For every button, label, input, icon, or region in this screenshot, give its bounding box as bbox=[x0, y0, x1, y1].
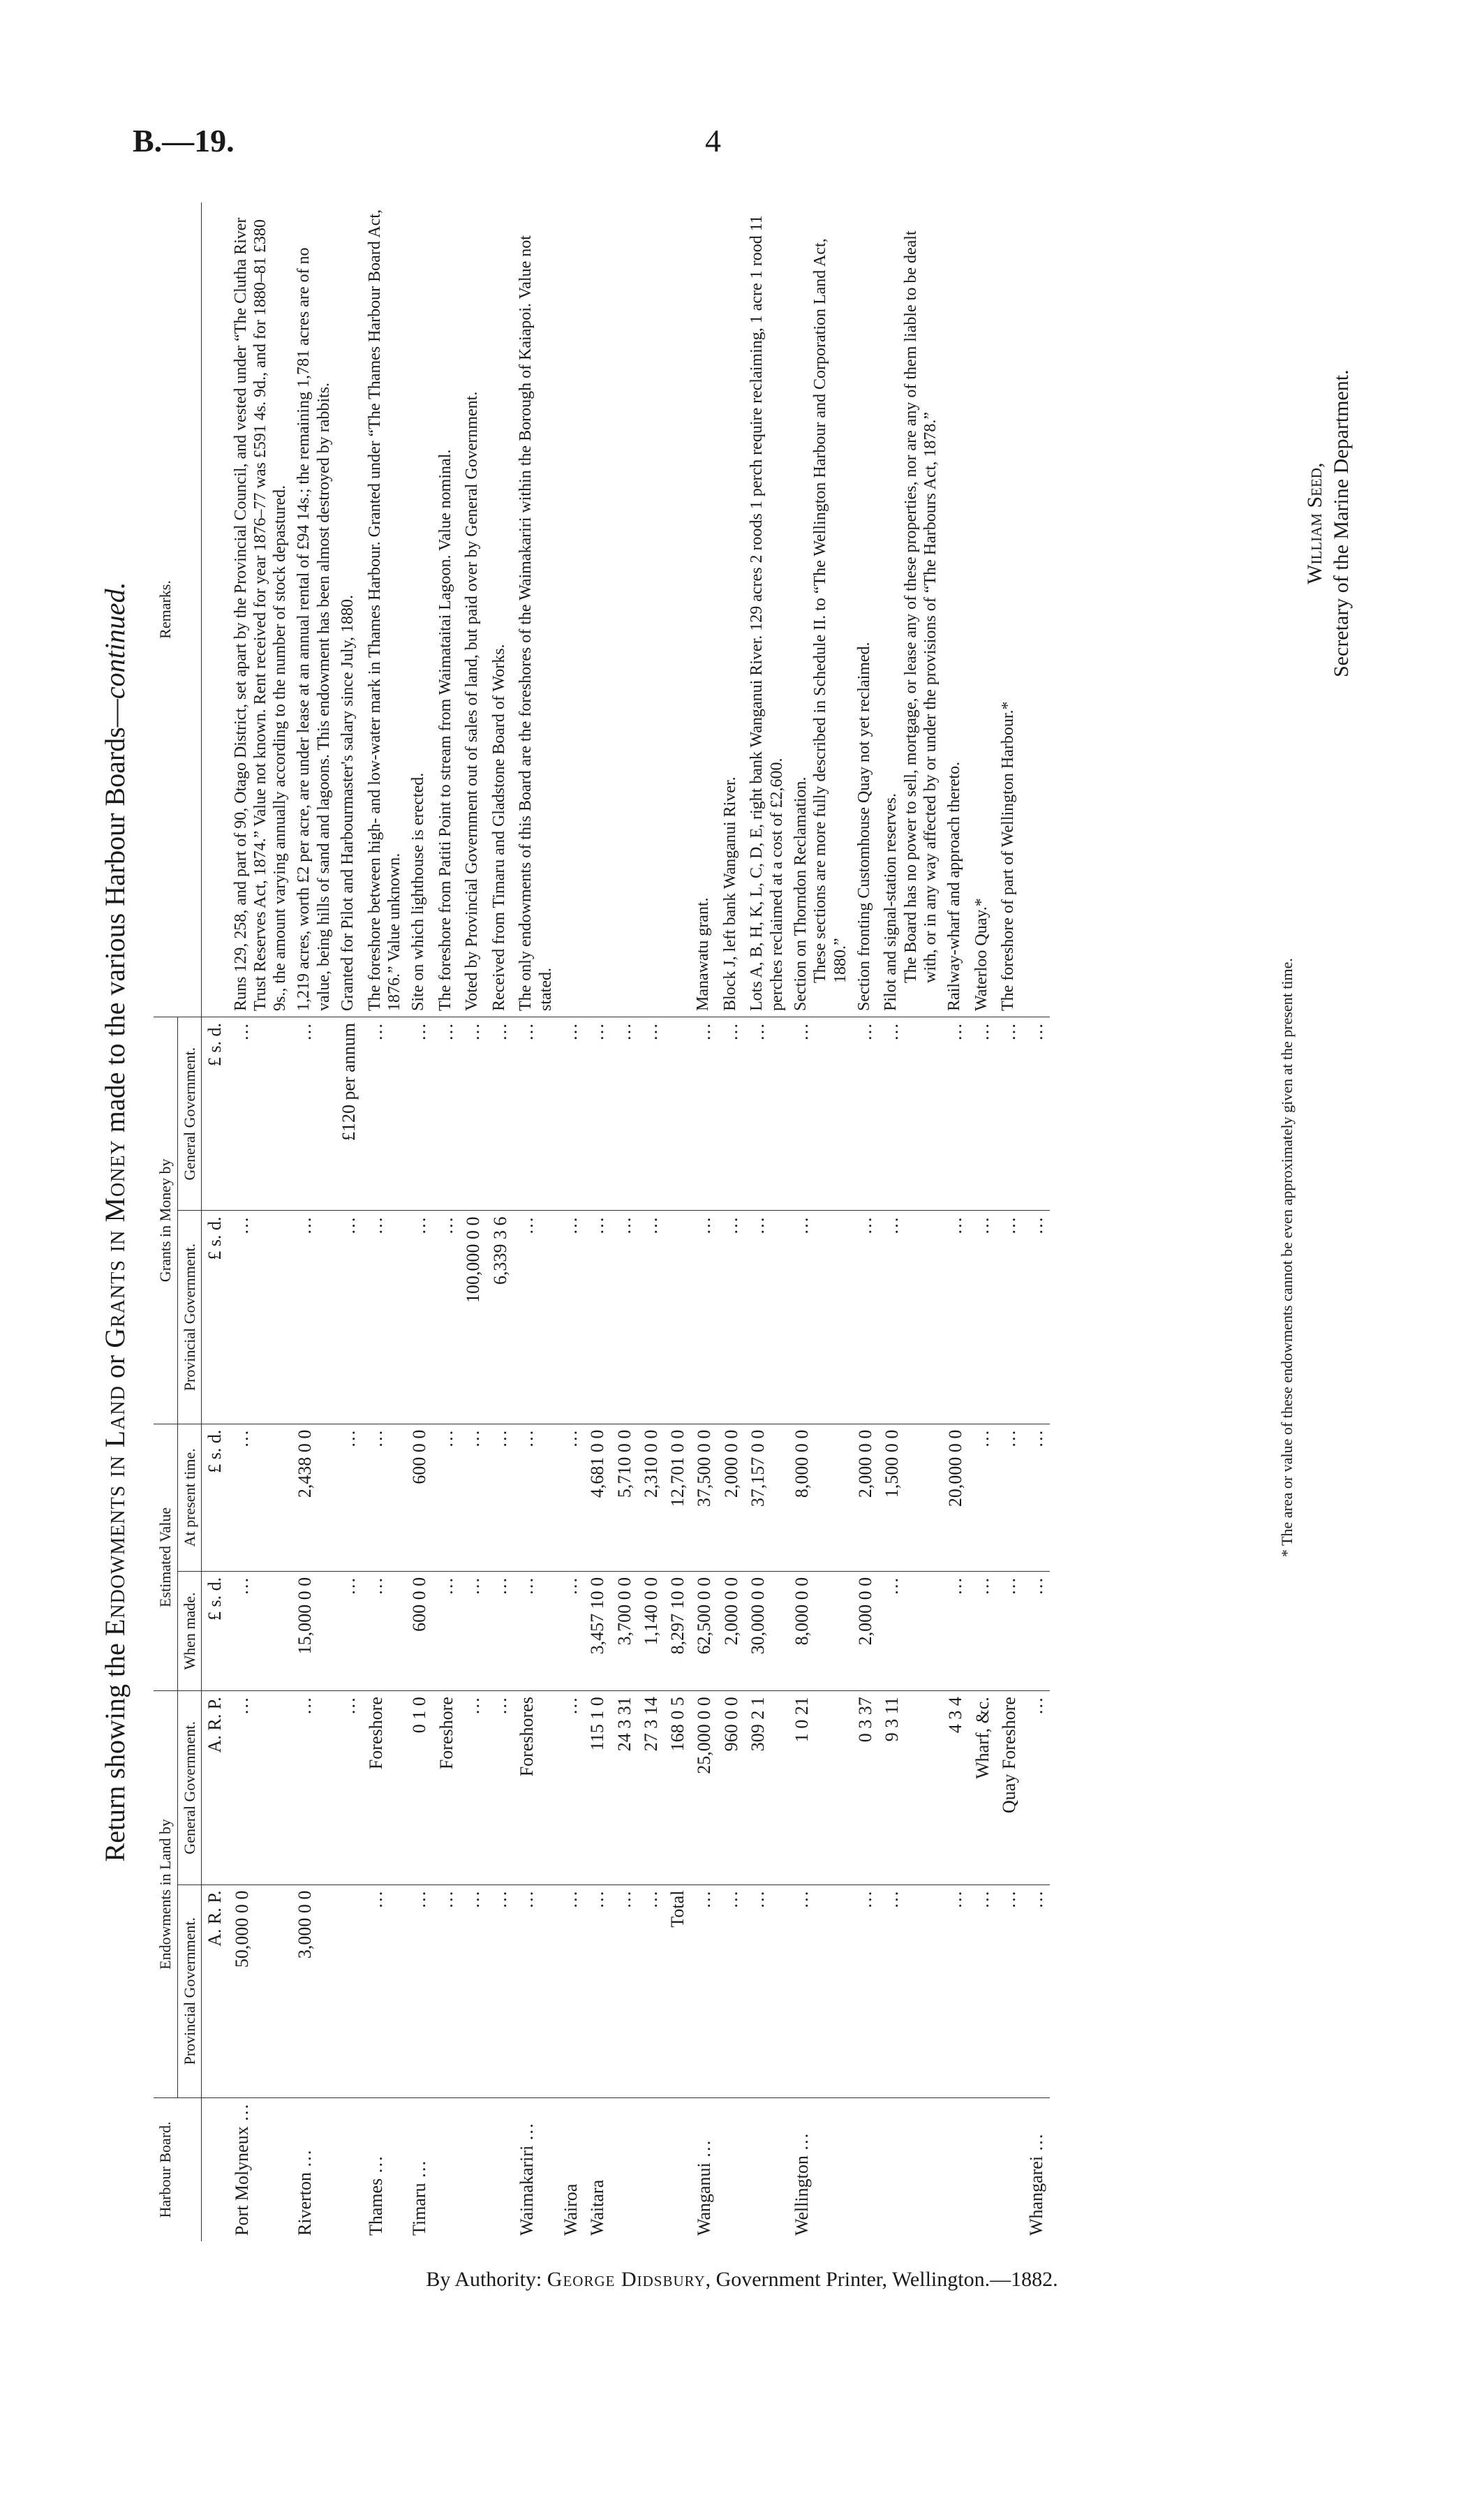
cell-board: Wanganui … bbox=[694, 2139, 715, 2236]
cell-present: 2,438 0 0 bbox=[292, 1424, 336, 1571]
th-ggen: General Government. bbox=[177, 1017, 202, 1211]
cell-when: … bbox=[558, 1571, 585, 1690]
cell-prov: … bbox=[638, 1885, 665, 2097]
cell-gprov: … bbox=[996, 1211, 1023, 1424]
cell-present: 2,000 0 0 bbox=[852, 1424, 880, 1571]
table-row bbox=[433, 202, 461, 2241]
cell-gprov: … bbox=[514, 1211, 558, 1424]
cell-present: … bbox=[229, 1424, 292, 1571]
cell-when: 3,700 0 0 bbox=[611, 1571, 639, 1690]
cell-ggen bbox=[665, 1017, 692, 1211]
cell-remarks: Received from Timaru and Gladstone Board of Works. bbox=[487, 202, 514, 1017]
cell-remarks: The foreshore from Patiti Point to stream from Waimataitai Lagoon. Value nominal. bbox=[433, 202, 461, 1017]
cell-when: 600 0 0 bbox=[406, 1571, 433, 1690]
cell-gprov: … bbox=[611, 1211, 639, 1424]
th-est: Estimated Value bbox=[154, 1424, 177, 1691]
cell-ggen: … bbox=[584, 1017, 611, 1211]
cell-board bbox=[996, 2097, 1023, 2241]
cell-ggen: … bbox=[942, 1017, 970, 1211]
rotated-return-table bbox=[98, 202, 1368, 2241]
cell-ggen: … bbox=[745, 1017, 789, 1211]
cell-prov: … bbox=[433, 1885, 461, 2097]
cell-gprov: … bbox=[638, 1211, 665, 1424]
cell-present: 4,681 0 0 bbox=[584, 1424, 611, 1571]
cell-remarks: The only endowments of this Board are the foreshores of the Waimakariri within the Borough of Kaiapoi. Value not stated. bbox=[514, 202, 558, 1017]
cell-board: Thames … bbox=[365, 2155, 386, 2236]
title-tail: made to the various Harbour Boards— bbox=[99, 699, 131, 1133]
cell-remarks: Railway-wharf and approach thereto. bbox=[942, 202, 970, 1017]
cell-prov bbox=[336, 1885, 363, 2097]
cell-remarks: 1,219 acres, worth £2 per acre, are under lease at an annual rental of £94 14s.; the remaining 1,781 acres are of no value, being hills of sand and lagoons. This endowment has been almost destroyed by rabbits. bbox=[292, 202, 336, 1017]
page-id: B.—19. bbox=[133, 123, 235, 158]
table-row bbox=[363, 202, 407, 2241]
table-row bbox=[229, 202, 292, 2241]
table-row bbox=[691, 202, 718, 2241]
cell-remarks bbox=[584, 202, 611, 1017]
cell-gprov: … bbox=[745, 1211, 789, 1424]
cell-present: … bbox=[487, 1424, 514, 1571]
table-row bbox=[942, 202, 970, 2241]
unit-arp-prov: A. R. P. bbox=[202, 1885, 229, 2097]
cell-when: 1,140 0 0 bbox=[638, 1571, 665, 1690]
cell-prov: 3,000 0 0 bbox=[292, 1885, 336, 2097]
cell-present: … bbox=[460, 1424, 487, 1571]
th-prov: Provincial Government. bbox=[177, 1885, 202, 2097]
cell-ggen: … bbox=[292, 1017, 336, 1211]
cell-prov: … bbox=[584, 1885, 611, 2097]
cell-when: … bbox=[460, 1571, 487, 1690]
cell-prov: … bbox=[852, 1885, 880, 2097]
cell-ggen: £120 per annum bbox=[336, 1017, 363, 1211]
cell-board bbox=[665, 2097, 692, 2241]
cell-board: Port Molyneux … bbox=[231, 2103, 252, 2236]
cell-board: Whangarei … bbox=[1025, 2133, 1046, 2236]
cell-ggen: … bbox=[879, 1017, 942, 1211]
table-row bbox=[665, 202, 692, 2241]
cell-board bbox=[852, 2097, 880, 2241]
cell-gprov: … bbox=[433, 1211, 461, 1424]
cell-ggen: … bbox=[996, 1017, 1023, 1211]
brace-note-a: These sections are more fully described in Schedule II. to “The Wellington Harbour and Corporation Land Act, 1880.” bbox=[811, 238, 849, 983]
cell-when: … bbox=[879, 1571, 942, 1690]
title-lead: Return showing the bbox=[99, 1643, 131, 1862]
cell-gen: Foreshore bbox=[363, 1691, 407, 1885]
brace-note-b: The Board has no power to sell, mortgage, or lease any of these properties, nor are any of them liable to be dealt with, or in any way affected by or under the provisions of “The Harbours Act, 1878.” bbox=[901, 230, 940, 983]
cell-board bbox=[433, 2097, 461, 2241]
cell-when: … bbox=[487, 1571, 514, 1690]
table-row bbox=[406, 202, 433, 2241]
cell-when: 15,000 0 0 bbox=[292, 1571, 336, 1690]
cell-board bbox=[460, 2097, 487, 2241]
cell-present: … bbox=[514, 1424, 558, 1571]
cell-when: … bbox=[363, 1571, 407, 1690]
cell-gen: Wharf, &c. bbox=[970, 1691, 997, 1885]
cell-gprov: … bbox=[691, 1211, 718, 1424]
cell-when: 8,297 10 0 bbox=[665, 1571, 692, 1690]
cell-when: … bbox=[336, 1571, 363, 1690]
cell-present: 600 0 0 bbox=[406, 1424, 433, 1571]
cell-board: Waimakariri … bbox=[517, 2123, 537, 2236]
cell-prov: … bbox=[460, 1885, 487, 2097]
table-row bbox=[789, 202, 852, 2241]
th-grants: Grants in Money by bbox=[154, 1017, 177, 1424]
printer-imprint bbox=[0, 2268, 1484, 2292]
cell-board bbox=[745, 2097, 789, 2241]
table-row bbox=[514, 202, 558, 2241]
table-row bbox=[718, 202, 745, 2241]
cell-gen: … bbox=[229, 1691, 292, 1885]
table-row bbox=[1023, 202, 1051, 2241]
cell-remarks-main: Pilot and signal-station reserves. bbox=[882, 793, 900, 1011]
title-mid1: or bbox=[99, 1355, 131, 1379]
cell-board bbox=[487, 2097, 514, 2241]
cell-gen: 960 0 0 bbox=[718, 1691, 745, 1885]
cell-remarks bbox=[638, 202, 665, 1017]
cell-present: … bbox=[1023, 1424, 1051, 1571]
cell-when: 2,000 0 0 bbox=[852, 1571, 880, 1690]
cell-when: 8,000 0 0 bbox=[789, 1571, 852, 1690]
cell-prov: … bbox=[996, 1885, 1023, 2097]
cell-gprov: … bbox=[942, 1211, 970, 1424]
cell-prov: 50,000 0 0 bbox=[229, 1885, 292, 2097]
cell-gen: 0 3 37 bbox=[852, 1691, 880, 1885]
unit-arp-gen: A. R. P. bbox=[202, 1691, 229, 1885]
cell-remarks bbox=[879, 202, 942, 1017]
cell-ggen: … bbox=[363, 1017, 407, 1211]
cell-gen: 1 0 21 bbox=[789, 1691, 852, 1885]
cell-ggen: … bbox=[406, 1017, 433, 1211]
unit-lsd-when: £ s. d. bbox=[202, 1571, 229, 1690]
table-row bbox=[745, 202, 789, 2241]
cell-present: … bbox=[433, 1424, 461, 1571]
cell-remarks: Lots A, B, H, K, L, C, D, E, right bank Wanganui River. 129 acres 2 roods 1 perch require reclaiming, 1 acre 1 rood 11 perches reclaimed at a cost of £2,600. bbox=[745, 202, 789, 1017]
page-number: 4 bbox=[705, 123, 721, 158]
th-remarks: Remarks. bbox=[154, 202, 202, 1017]
imprint-lead: By Authority: bbox=[426, 2268, 542, 2291]
cell-prov: … bbox=[970, 1885, 997, 2097]
cell-present: 1,500 0 0 bbox=[879, 1424, 942, 1571]
cell-ggen: … bbox=[1023, 1017, 1051, 1211]
cell-board bbox=[942, 2097, 970, 2241]
endowments-table bbox=[154, 202, 1050, 2241]
cell-board bbox=[718, 2097, 745, 2241]
cell-present: … bbox=[363, 1424, 407, 1571]
footnote: * The area or value of these endowments cannot be even approximately given at the present time. bbox=[1278, 958, 1296, 1557]
cell-remarks bbox=[1023, 202, 1051, 1017]
cell-ggen: … bbox=[514, 1017, 558, 1211]
cell-gen: 309 2 1 bbox=[745, 1691, 789, 1885]
cell-present: 12,701 0 0 bbox=[665, 1424, 692, 1571]
cell-present: 5,710 0 0 bbox=[611, 1424, 639, 1571]
cell-ggen: … bbox=[789, 1017, 852, 1211]
cell-gen: 25,000 0 0 bbox=[691, 1691, 718, 1885]
cell-gprov: 6,339 3 6 bbox=[487, 1211, 514, 1424]
cell-gprov: … bbox=[406, 1211, 433, 1424]
cell-ggen: … bbox=[638, 1017, 665, 1211]
cell-gprov: … bbox=[292, 1211, 336, 1424]
cell-gen: 24 3 31 bbox=[611, 1691, 639, 1885]
cell-prov: … bbox=[789, 1885, 852, 2097]
cell-ggen: … bbox=[460, 1017, 487, 1211]
cell-gprov: … bbox=[852, 1211, 880, 1424]
cell-gen: … bbox=[336, 1691, 363, 1885]
cell-gen: Foreshore bbox=[433, 1691, 461, 1885]
cell-remarks: Runs 129, 258, and part of 90, Otago District, set apart by the Provincial Council, and vested under “The Clutha River Trust Reserves Act, 1874.” Value not known. Rent received for year 1876–77 was £591 4s. 9d., and for 1880–81 £380 9s., the amount varying annually according to the number of stock depastured. bbox=[229, 202, 292, 1017]
cell-board: Timaru … bbox=[409, 2160, 430, 2236]
cell-prov: … bbox=[718, 1885, 745, 2097]
cell-when: 2,000 0 0 bbox=[718, 1571, 745, 1690]
cell-present: 8,000 0 0 bbox=[789, 1424, 852, 1571]
cell-board: Wellington … bbox=[791, 2132, 812, 2236]
cell-remarks-main: Section on Thorndon Reclamation. bbox=[791, 776, 810, 1011]
cell-remarks: Block J, left bank Wanganui River. bbox=[718, 202, 745, 1017]
cell-ggen: … bbox=[718, 1017, 745, 1211]
th-gen: General Government. bbox=[177, 1691, 202, 1885]
signature bbox=[1302, 369, 1354, 677]
cell-gen: … bbox=[460, 1691, 487, 1885]
cell-gen: 9 3 11 bbox=[879, 1691, 942, 1885]
cell-gen: … bbox=[558, 1691, 585, 1885]
cell-remarks bbox=[611, 202, 639, 1017]
cell-gprov: … bbox=[363, 1211, 407, 1424]
th-gprov: Provincial Government. bbox=[177, 1211, 202, 1424]
cell-gen: Quay Foreshore bbox=[996, 1691, 1023, 1885]
cell-remarks bbox=[558, 202, 585, 1017]
unit-lsd-gprov: £ s. d. bbox=[202, 1211, 229, 1424]
th-endow: Endowments in Land by bbox=[154, 1691, 177, 2098]
cell-prov: … bbox=[745, 1885, 789, 2097]
table-row bbox=[292, 202, 336, 2241]
cell-present: 37,500 0 0 bbox=[691, 1424, 718, 1571]
signature-title: Secretary of the Marine Department. bbox=[1329, 369, 1353, 677]
signature-name: William Seed, bbox=[1303, 462, 1326, 584]
cell-when: … bbox=[1023, 1571, 1051, 1690]
cell-gprov bbox=[665, 1211, 692, 1424]
cell-gprov: … bbox=[1023, 1211, 1051, 1424]
cell-prov: … bbox=[363, 1885, 407, 2097]
cell-gprov: 100,000 0 0 bbox=[460, 1211, 487, 1424]
cell-remarks bbox=[665, 202, 692, 1017]
table-row bbox=[584, 202, 611, 2241]
cell-gen: 168 0 5 bbox=[665, 1691, 692, 1885]
cell-gen: 27 3 14 bbox=[638, 1691, 665, 1885]
cell-when: … bbox=[229, 1571, 292, 1690]
cell-gen: 115 1 0 bbox=[584, 1691, 611, 1885]
cell-prov: … bbox=[558, 1885, 585, 2097]
cell-when: 30,000 0 0 bbox=[745, 1571, 789, 1690]
cell-ggen: … bbox=[229, 1017, 292, 1211]
unit-lsd-ggen: £ s. d. bbox=[202, 1017, 229, 1211]
cell-gen: 4 3 4 bbox=[942, 1691, 970, 1885]
table-row bbox=[996, 202, 1023, 2241]
cell-when: 3,457 10 0 bbox=[584, 1571, 611, 1690]
cell-board: Riverton … bbox=[295, 2149, 316, 2236]
cell-when: … bbox=[514, 1571, 558, 1690]
cell-remarks: The foreshore between high- and low-water mark in Thames Harbour. Granted under “The Thames Harbour Board Act, 1876.” Value unknown. bbox=[363, 202, 407, 1017]
cell-ggen: … bbox=[611, 1017, 639, 1211]
cell-remarks: The foreshore of part of Wellington Harbour.* bbox=[996, 202, 1023, 1017]
cell-remarks: Waterloo Quay.* bbox=[970, 202, 997, 1017]
cell-gen: Foreshores bbox=[514, 1691, 558, 1885]
th-when: When made. bbox=[177, 1571, 202, 1690]
cell-gen: 0 1 0 bbox=[406, 1691, 433, 1885]
cell-ggen: … bbox=[852, 1017, 880, 1211]
cell-remarks: Manawatu grant. bbox=[691, 202, 718, 1017]
cell-board bbox=[336, 2097, 363, 2241]
cell-gprov: … bbox=[558, 1211, 585, 1424]
cell-gprov: … bbox=[229, 1211, 292, 1424]
cell-prov: … bbox=[487, 1885, 514, 2097]
cell-remarks bbox=[789, 202, 852, 1017]
cell-gen: … bbox=[1023, 1691, 1051, 1885]
cell-gprov: … bbox=[789, 1211, 852, 1424]
cell-present: 2,000 0 0 bbox=[718, 1424, 745, 1571]
cell-ggen: … bbox=[558, 1017, 585, 1211]
cell-prov: … bbox=[691, 1885, 718, 2097]
table-title bbox=[98, 202, 133, 2241]
cell-prov: Total bbox=[665, 1885, 692, 2097]
table-row bbox=[970, 202, 997, 2241]
cell-ggen: … bbox=[970, 1017, 997, 1211]
title-b2: Grants in Money bbox=[99, 1140, 131, 1348]
cell-gprov: … bbox=[879, 1211, 942, 1424]
cell-gprov: … bbox=[584, 1211, 611, 1424]
table-row bbox=[879, 202, 942, 2241]
cell-remarks: Granted for Pilot and Harbourmaster's salary since July, 1880. bbox=[336, 202, 363, 1017]
title-b1: Endowments in Land bbox=[99, 1385, 131, 1637]
cell-when: … bbox=[433, 1571, 461, 1690]
table-row bbox=[611, 202, 639, 2241]
cell-prov: … bbox=[611, 1885, 639, 2097]
cell-gprov: … bbox=[336, 1211, 363, 1424]
table-row bbox=[852, 202, 880, 2241]
cell-present: 37,157 0 0 bbox=[745, 1424, 789, 1571]
cell-present: … bbox=[996, 1424, 1023, 1571]
cell-board bbox=[638, 2097, 665, 2241]
cell-present: … bbox=[970, 1424, 997, 1571]
unit-lsd-present: £ s. d. bbox=[202, 1424, 229, 1571]
cell-when: … bbox=[942, 1571, 970, 1690]
cell-prov: … bbox=[942, 1885, 970, 2097]
table-row bbox=[558, 202, 585, 2241]
table-row bbox=[460, 202, 487, 2241]
cell-when: … bbox=[970, 1571, 997, 1690]
cell-remarks: Section fronting Customhouse Quay not yet reclaimed. bbox=[852, 202, 880, 1017]
table-row bbox=[487, 202, 514, 2241]
cell-board: Wairoa bbox=[560, 2183, 581, 2236]
cell-board bbox=[970, 2097, 997, 2241]
cell-gprov: … bbox=[718, 1211, 745, 1424]
cell-gen: … bbox=[292, 1691, 336, 1885]
cell-present: 2,310 0 0 bbox=[638, 1424, 665, 1571]
cell-remarks: Site on which lighthouse is erected. bbox=[406, 202, 433, 1017]
th-board: Harbour Board. bbox=[154, 2097, 202, 2241]
cell-gprov: … bbox=[970, 1211, 997, 1424]
cell-remarks: Voted by Provincial Government out of sales of land, but paid over by General Government. bbox=[460, 202, 487, 1017]
cell-prov: … bbox=[406, 1885, 433, 2097]
cell-present: … bbox=[558, 1424, 585, 1571]
cell-ggen: … bbox=[691, 1017, 718, 1211]
table-row bbox=[638, 202, 665, 2241]
cell-ggen: … bbox=[487, 1017, 514, 1211]
th-present: At present time. bbox=[177, 1424, 202, 1571]
imprint-printer: George Didsbury bbox=[547, 2268, 706, 2291]
cell-present: 20,000 0 0 bbox=[942, 1424, 970, 1571]
imprint-tail: , Government Printer, Wellington.—1882. bbox=[705, 2268, 1058, 2291]
title-cont: continued. bbox=[99, 582, 131, 700]
cell-gen: … bbox=[487, 1691, 514, 1885]
cell-ggen: … bbox=[433, 1017, 461, 1211]
table-row bbox=[336, 202, 363, 2241]
cell-board: Waitara bbox=[587, 2179, 608, 2236]
cell-when: 62,500 0 0 bbox=[691, 1571, 718, 1690]
cell-present: … bbox=[336, 1424, 363, 1571]
cell-board bbox=[611, 2097, 639, 2241]
cell-prov: … bbox=[879, 1885, 942, 2097]
cell-when: … bbox=[996, 1571, 1023, 1690]
cell-prov: … bbox=[1023, 1885, 1051, 2097]
cell-prov: … bbox=[514, 1885, 558, 2097]
cell-board bbox=[879, 2097, 942, 2241]
